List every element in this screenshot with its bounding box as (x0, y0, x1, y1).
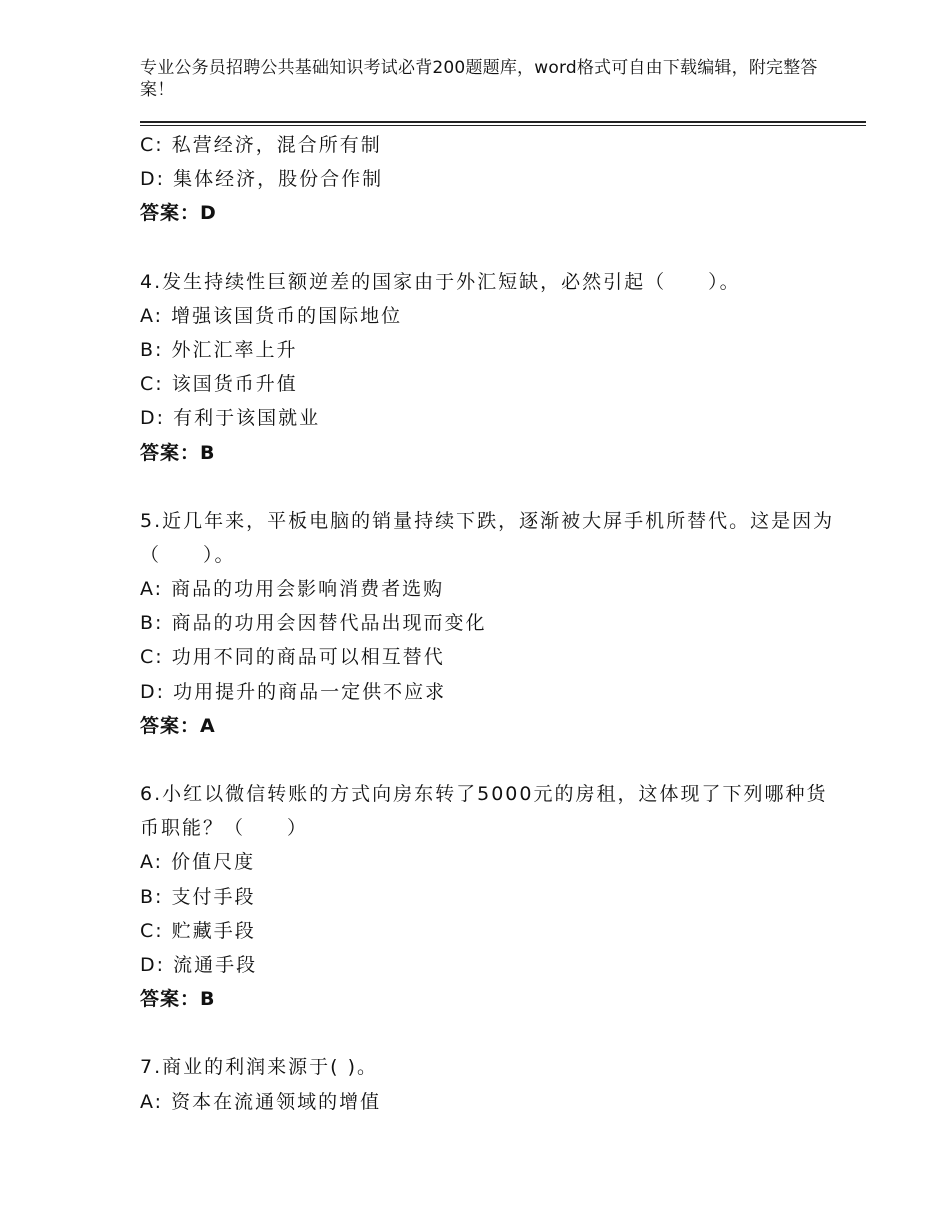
answer: 答案：A (140, 714, 216, 737)
question-block (140, 1050, 840, 1118)
option-b: B: 支付手段 (140, 885, 256, 908)
option-a: A: 商品的功用会影响消费者选购 (140, 578, 445, 601)
option-a: A: 资本在流通领域的增值 (140, 1090, 382, 1113)
answer: 答案：B (140, 441, 216, 464)
option-b: B: 外汇汇率上升 (140, 338, 298, 361)
question-block (140, 265, 840, 470)
option-d: D: 集体经济，股份合作制 (140, 168, 384, 191)
page-header: 专业公务员招聘公共基础知识考试必背200题题库，word格式可自由下载编辑，附完整答案！ (140, 58, 818, 100)
option-c: C: 该国货币升值 (140, 373, 298, 396)
question-text: 6.小红以微信转账的方式向房东转了5000元的房租，这体现了下列哪种货币职能？（ ） (140, 783, 828, 840)
question-text: 4.发生持续性巨额逆差的国家由于外汇短缺，必然引起（ ）。 (140, 270, 741, 293)
option-c: C: 贮藏手段 (140, 919, 256, 942)
option-d: D: 功用提升的商品一定供不应求 (140, 680, 447, 703)
question-block (140, 777, 840, 1016)
question-text: 5.近几年来，平板电脑的销量持续下跌，逐渐被大屏手机所替代。这是因为（ ）。 (140, 509, 835, 566)
spacer (140, 470, 840, 504)
question-block (140, 504, 840, 743)
option-d: D: 有利于该国就业 (140, 407, 321, 430)
spacer (140, 231, 840, 265)
option-b: B: 商品的功用会因替代品出现而变化 (140, 612, 487, 635)
spacer (140, 743, 840, 777)
answer: 答案：D (140, 202, 217, 225)
question-list (140, 128, 840, 1119)
option-a: A: 价值尺度 (140, 851, 256, 874)
question-block (140, 128, 840, 231)
option-a: A: 增强该国货币的国际地位 (140, 304, 403, 327)
option-c: C: 功用不同的商品可以相互替代 (140, 646, 445, 669)
header-rule-thin (140, 125, 866, 126)
option-d: D: 流通手段 (140, 954, 258, 976)
answer: 答案：B (140, 988, 216, 1011)
header-rule-thick (140, 121, 866, 123)
option-c: C: 私营经济，混合所有制 (140, 134, 382, 156)
spacer (140, 1016, 840, 1050)
question-text: 7.商业的利润来源于( )。 (140, 1056, 378, 1079)
